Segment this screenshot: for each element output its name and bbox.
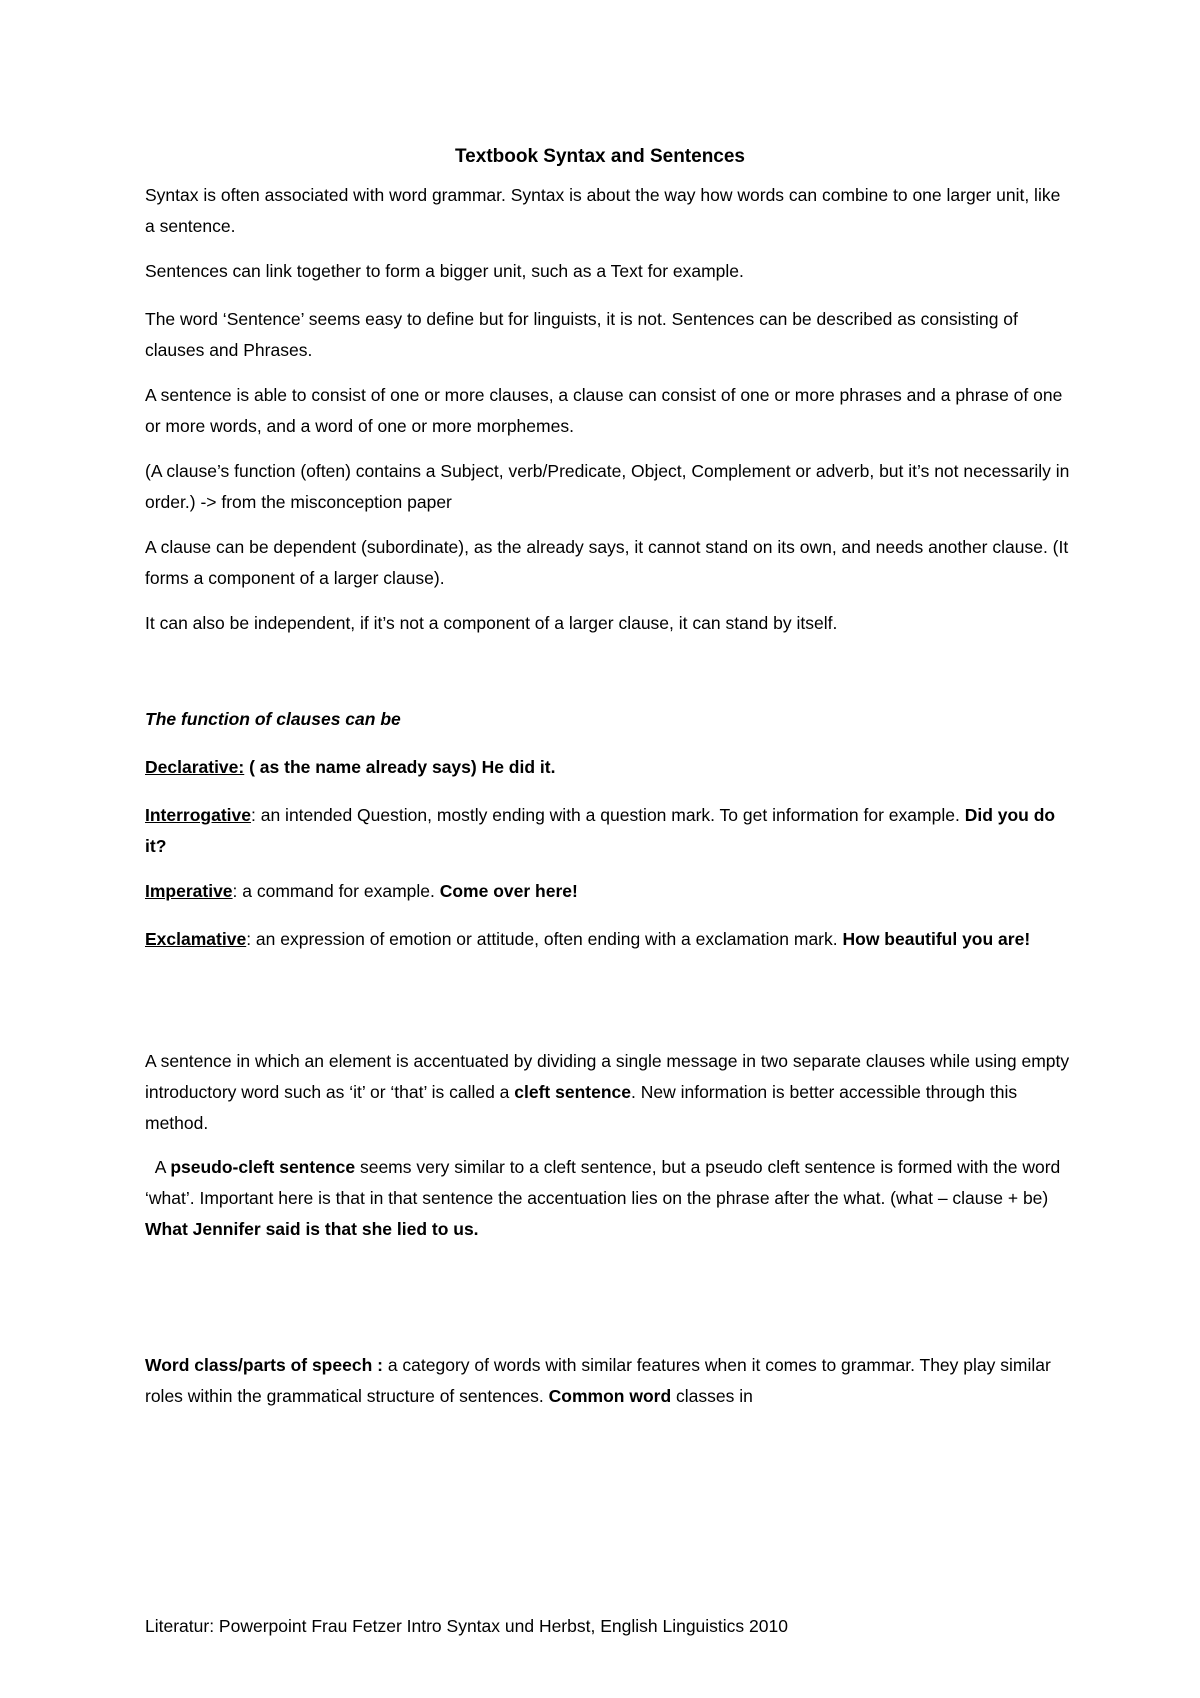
exclamative-term: Exclamative [145,929,247,949]
page-title: Textbook Syntax and Sentences [454,146,745,167]
paragraph-imperative [145,876,1070,907]
interrogative-term: Interrogative [145,805,251,825]
paragraph-sentences-link: Sentences can link together to form a bigger unit, such as a Text for example. [145,261,744,281]
wordclass-bold-tail: Common word [548,1386,672,1406]
declarative-text: ( as the name already says) [244,757,482,777]
cleft-term: cleft sentence [514,1082,631,1102]
paragraph-pseudo-cleft [145,1152,1070,1245]
wordclass-text-a: a category of words with similar features when it comes to grammar. They play similar roles within the grammatical structure of sentences. [145,1355,1051,1406]
imperative-example: Come over here! [439,881,578,901]
declarative-example: He did it. [481,757,556,777]
exclamative-text: : an expression of emotion or attitude, often ending with a exclamation mark. [246,929,843,949]
functions-heading [145,704,1070,735]
paragraph-dependent-clause: A clause can be dependent (subordinate), as the already says, it cannot stand on its own, and needs another clause. (It forms a component of a larger clause). [145,537,1069,588]
exclamative-example: How beautiful you are! [842,929,1031,949]
paragraph-sentence-structure: A sentence is able to consist of one or more clauses, a clause can consist of one or more phrases and a phrase of one or more words, and a word of one or more morphemes. [145,385,1063,436]
wordclass-term: Word class/parts of speech : [145,1355,383,1375]
pseudo-term: pseudo-cleft sentence [170,1157,356,1177]
wordclass-text-b: classes in [671,1386,753,1406]
paragraph-sentence-definition: The word ‘Sentence’ seems easy to define but for linguists, it is not. Sentences can be described as consisting of clauses and Phrases. [145,309,1018,360]
cleft-text-a: A sentence in which an element is accentuated by dividing a single message in two separate clauses while using empty introductory word such as ‘it’ or ‘that’ is called a [145,1051,1070,1102]
paragraph-syntax-intro: Syntax is often associated with word grammar. Syntax is about the way how words can combine to one larger unit, like a sentence. [145,185,1061,236]
pseudo-example: What Jennifer said is that she lied to us. [145,1219,479,1239]
imperative-term: Imperative [145,881,233,901]
interrogative-text: : an intended Question, mostly ending with a question mark. To get information for example. [251,805,965,825]
paragraph-exclamative [145,924,1070,955]
paragraph-cleft-sentence [145,1046,1070,1139]
functions-heading-text: The function of clauses can be [145,709,401,729]
imperative-text: : a command for example. [232,881,440,901]
paragraph-declarative [145,752,1070,783]
pseudo-text-b: seems very similar to a cleft sentence, but a pseudo cleft sentence is formed with the word ‘what’. Important here is that in that sentence the accentuation lies on the phrase after the what. (what – clause + be) [145,1157,1066,1208]
paragraph-interrogative [145,800,1070,862]
page-footer-literature: Literatur: Powerpoint Frau Fetzer Intro Syntax und Herbst, English Linguistics 2010 [145,1616,788,1636]
paragraph-clause-function: (A clause’s function (often) contains a Subject, verb/Predicate, Object, Complement or adverb, but it’s not necessarily in order.) -> from the misconception paper [145,461,1070,512]
paragraph-independent-clause: It can also be independent, if it’s not a component of a larger clause, it can stand by itself. [145,613,838,633]
cleft-text-b: . New information is better accessible through this method. [145,1082,1018,1133]
pseudo-text-a: A [145,1157,171,1177]
declarative-term: Declarative: [145,757,245,777]
interrogative-example: Did you do it? [145,805,1056,856]
paragraph-word-class [145,1350,1070,1412]
